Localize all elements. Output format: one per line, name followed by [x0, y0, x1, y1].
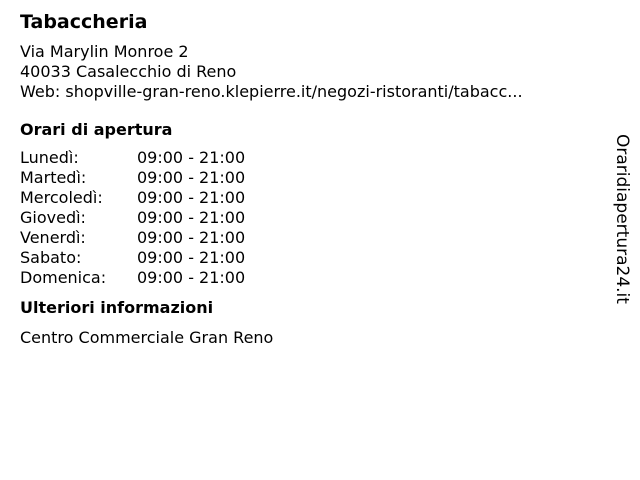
hours-value: 09:00 - 21:00 — [137, 268, 246, 287]
hours-row — [20, 168, 600, 188]
day-label: Venerdì: — [20, 228, 86, 247]
hours-value: 09:00 - 21:00 — [137, 208, 246, 227]
website-label: Web: — [20, 82, 61, 101]
hours-value: 09:00 - 21:00 — [137, 168, 246, 187]
hours-row — [20, 248, 600, 268]
hours-row — [20, 148, 600, 168]
hours-row — [20, 208, 600, 228]
hours-value: 09:00 - 21:00 — [137, 248, 246, 267]
hours-row — [20, 228, 600, 248]
hours-value: 09:00 - 21:00 — [137, 148, 246, 167]
day-label: Giovedì: — [20, 208, 86, 227]
day-label: Sabato: — [20, 248, 82, 267]
opening-hours-title: Orari di apertura — [20, 120, 173, 139]
hours-row — [20, 188, 600, 208]
day-label: Martedì: — [20, 168, 87, 187]
opening-hours-table — [20, 148, 600, 288]
site-brand-vertical[interactable]: Oraridiapertura24.it — [612, 134, 632, 304]
website-line — [20, 82, 600, 102]
store-card — [20, 10, 600, 348]
address-line-1: Via Marylin Monroe 2 — [20, 42, 189, 61]
day-label: Mercoledì: — [20, 188, 103, 207]
hours-row — [20, 268, 600, 288]
address-line-2: 40033 Casalecchio di Reno — [20, 62, 237, 81]
day-label: Domenica: — [20, 268, 107, 287]
day-label: Lunedì: — [20, 148, 79, 167]
website-link[interactable]: shopville-gran-reno.klepierre.it/negozi-ristoranti/tabacc... — [65, 82, 523, 101]
hours-value: 09:00 - 21:00 — [137, 228, 246, 247]
hours-value: 09:00 - 21:00 — [137, 188, 246, 207]
more-info-text: Centro Commerciale Gran Reno — [20, 328, 274, 347]
store-name: Tabaccheria — [20, 11, 148, 33]
more-info-title: Ulteriori informazioni — [20, 298, 214, 317]
